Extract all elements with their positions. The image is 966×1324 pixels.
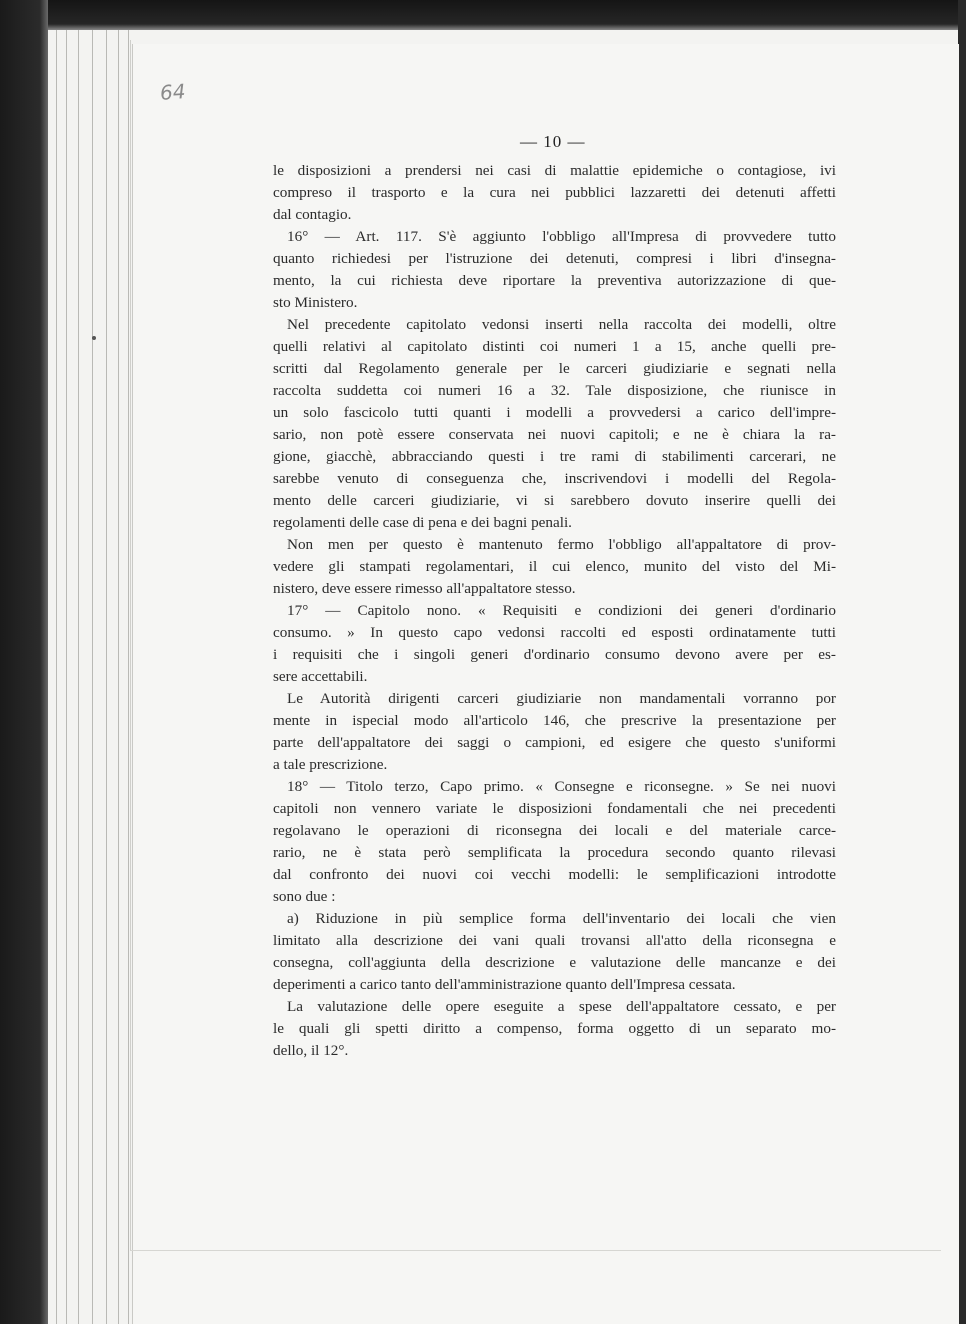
text-line: 16° — Art. 117. S'è aggiunto l'obbligo all'Impresa di provvedere tutto — [287, 228, 836, 245]
page-stack-edges — [48, 30, 138, 1324]
text-line: i requisiti che i singoli generi d'ordinario consumo devono avere per es- — [273, 646, 836, 663]
text-line: Nel precedente capitolato vedonsi inserti nella raccolta dei modelli, oltre — [287, 316, 836, 333]
scan-border-right — [958, 0, 966, 1324]
text-line: a) Riduzione in più semplice forma dell'inventario dei locali che vien — [287, 910, 836, 927]
text-line: scritti dal Regolamento generale per le carceri giudiziarie e segnati nella — [273, 360, 836, 377]
text-line: le disposizioni a prendersi nei casi di malattie epidemiche o contagiose, ivi — [273, 162, 836, 179]
text-line: 18° — Titolo terzo, Capo primo. « Consegne e riconsegne. » Se nei nuovi — [287, 778, 836, 795]
text-line: regolamenti delle case di pena e dei bagni penali. — [273, 514, 572, 531]
text-line: La valutazione delle opere eseguite a spese dell'appaltatore cessato, e per — [287, 998, 836, 1015]
text-line: gione, giacchè, abbracciando questi i tre rami di stabilimenti carcerari, ne — [273, 448, 836, 465]
text-line: un solo fascicolo tutti quanti i modelli a provvedersi a carico dell'impre- — [273, 404, 836, 421]
text-line: deperimenti a carico tanto dell'amministrazione quanto dell'Impresa cessata. — [273, 976, 736, 993]
text-line: sono due : — [273, 888, 336, 905]
text-line: Non men per questo è mantenuto fermo l'obbligo all'appaltatore di prov- — [287, 536, 836, 553]
text-line: 17° — Capitolo nono. « Requisiti e condizioni dei generi d'ordinario — [287, 602, 836, 619]
text-line: le quali gli spetti diritto a compenso, forma oggetto di un separato mo- — [273, 1020, 836, 1037]
text-line: dal confronto dei nuovi coi vecchi modelli: le semplificazioni introdotte — [273, 866, 836, 883]
text-line: sere accettabili. — [273, 668, 368, 685]
text-line: Le Autorità dirigenti carceri giudiziarie non mandamentali vorranno por — [287, 690, 836, 707]
text-line: limitato alla descrizione dei vani quali trovansi all'atto della riconsegna e — [273, 932, 836, 949]
text-line: mento, la cui richiesta deve riportare la preventiva autorizzazione di que- — [273, 272, 836, 289]
handwritten-annotation: 64 — [159, 79, 187, 105]
text-line: compreso il trasporto e la cura nei pubblici lazzaretti dei detenuti affetti — [273, 184, 836, 201]
text-line: consegna, coll'aggiunta della descrizione e valutazione delle mancanze e dei — [273, 954, 836, 971]
scan-border-top — [0, 0, 966, 30]
text-line: parte dell'appaltatore dei saggi o campioni, ed esigere che questo s'uniformi — [273, 734, 836, 751]
text-line: quelli relativi al capitolato distinti coi numeri 1 a 15, anche quelli pre- — [273, 338, 836, 355]
text-line: vedere gli stampati regolamentari, il cui elenco, munito del visto del Mi- — [273, 558, 836, 575]
text-line: quanto richiedesi per l'istruzione dei detenuti, compresi i libri d'insegna- — [273, 250, 836, 267]
text-line: a tale prescrizione. — [273, 756, 388, 773]
page-number: — 10 — — [520, 132, 586, 151]
text-line: consumo. » In questo capo vedonsi raccolti ed esposti ordinatamente tutti — [273, 624, 836, 641]
text-line: nistero, deve essere rimesso all'appaltatore stesso. — [273, 580, 576, 597]
margin-mark — [92, 336, 96, 340]
text-line: dello, il 12°. — [273, 1042, 349, 1059]
text-line: mente in ispecial modo all'articolo 146, che prescrive la presentazione per — [273, 712, 836, 729]
text-line: raccolta suddetta coi numeri 16 a 32. Tale disposizione, che riunisce in — [273, 382, 836, 399]
text-line: dal contagio. — [273, 206, 352, 223]
text-line: sto Ministero. — [273, 294, 358, 311]
body-text — [273, 160, 836, 1062]
scan-border-left — [0, 0, 48, 1324]
text-line: sarebbe venuto di conseguenza che, inscrivendovi i modelli del Regola- — [273, 470, 836, 487]
text-line: sario, non potè essere conservata nei nuovi capitoli; e ne è chiara la ra- — [273, 426, 836, 443]
text-line: regolavano le operazioni di riconsegna dei locali e del materiale carce- — [273, 822, 836, 839]
text-line: rario, ne è stata però semplificata la procedura secondo quanto rilevasi — [273, 844, 836, 861]
text-line: capitoli non vennero variate le disposizioni fondamentali che nei precedenti — [273, 800, 836, 817]
text-line: mento delle carceri giudiziarie, vi si sarebbero dovuto inserire quelli dei — [273, 492, 836, 509]
